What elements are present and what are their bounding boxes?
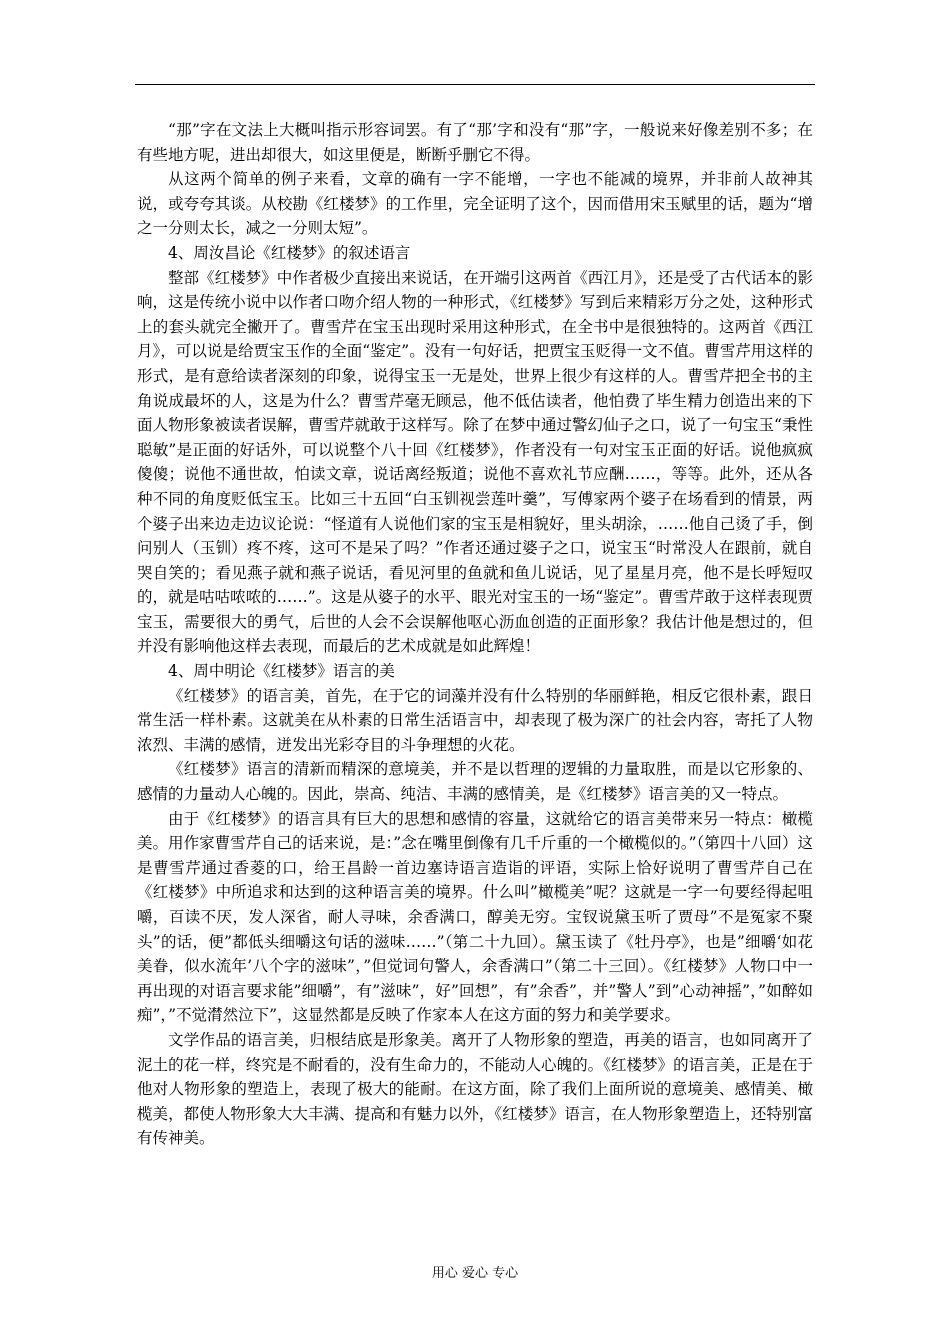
section-heading: 4、周中明论《红楼梦》语言的美: [168, 662, 395, 681]
paragraph: 从这两个简单的例子来看，文章的确有一字不能增，一字也不能减的境界，并非前人故神其说，或夸夸其谈。从校勘《红楼梦》的工作里，完全证明了这个，因而借用宋玉赋里的话，题为“增之一分则太长，减之一分则太短”。: [137, 170, 813, 238]
paragraph: “那”字在文法上大概叫指示形容词罢。有了“那’字和没有“那”字，一般说来好像差别不多；在有些地方呢，进出却很大，如这里便是，断断乎删它不得。: [137, 121, 813, 164]
paragraph: 由于《红楼梦》的语言具有巨大的思想和感情的容量，这就给它的语言美带来另一特点：橄榄美。用作家曹雪芹自己的话来说，是：”念在嘴里倒像有几千斤重的一个橄榄似的。”（第四十八回）这是曹雪芹通过香菱的口，给王昌龄一首边塞诗语言造诣的评语，实际上恰好说明了曹雪芹自己在《红楼梦》中所追求和达到的这种语言美的境界。什么叫”橄榄美”呢？这就是一字一句要经得起咀嚼，百读不厌，发人深省，耐人寻味，余香满口，醇美无穷。宝钗说黛玉听了贾母”不是冤家不聚头”的话，便”都低头细嚼这句话的滋味……”（第二十九回）。黛玉读了《牡丹亭》，也是”细嚼‘如花美眷，似水流年’八个字的滋味”，”但觉词句警人，余香满口”（第二十三回）。《红楼梦》人物口中一再出现的对语言要求能”细嚼”，有”滋味”，好”回想”，有”余香”，并”警人”到”心动神摇”，”如醉如痴”，”不觉潸然泣下”，这显然都是反映了作家本人在这方面的努力和美学要求。: [137, 809, 813, 1025]
header-rule: [135, 84, 815, 85]
paragraph: 《红楼梦》语言的清新而精深的意境美，并不是以哲理的逻辑的力量取胜，而是以它形象的、感情的力量动人心魄的。因此，崇高、纯洁、丰满的感情美，是《红楼梦》语言美的又一特点。: [137, 760, 813, 804]
page-footer: 用心 爱心 专心: [431, 1266, 519, 1281]
paragraph: 整部《红楼梦》中作者极少直接出来说话，在开端引这两首《西江月》，还是受了古代话本的影响，这是传统小说中以作者口吻介绍人物的一种形式，《红楼梦》写到后来精彩万分之处，这种形式上的套头就完全撇开了。曹雪芹在宝玉出现时采用这种形式，在全书中是很独特的。这两首《西江月》，可以说是给贾宝玉作的全面“鉴定”。没有一句好话，把贾宝玉贬得一文不值。曹雪芹用这样的形式，是有意给读者深刻的印象，说得宝玉一无是处，世界上很少有这样的人。曹雪芹把全书的主角说成最坏的人，这是为什么？曹雪芹毫无顾忌，他不低估读者，他怕费了毕生精力创造出来的下面人物形象被读者误解，曹雪芹就敢于这样写。除了在梦中通过警幻仙子之口，说了一句宝玉“秉性聪敏”是正面的好话外，可以说整个八十回《红楼梦》，作者没有一句对宝玉正面的好话。说他疯疯傻傻；说他不通世故，怕读文章，说话离经叛道；说他不喜欢礼节应酬……，等等。此外，还从各种不同的角度贬低宝玉。比如三十五回“白玉钏视尝莲叶羹”，写傅家两个婆子在场看到的情景，两个婆子出来边走边议论说：“怪道有人说他们家的宝玉是相貌好，里头胡涂，……他自己烫了手，倒问别人（玉钏）疼不疼，这可不是呆了吗？”作者还通过婆子之口，说宝玉“时常没人在跟前，就自哭自笑的；看见燕子就和燕子说话，看见河里的鱼就和鱼儿说话，见了星星月亮，他不是长呼短叹的，就是咕咕哝哝的……”。这是从婆子的水平、眼光对宝玉的一场“鉴定”。曹雪芹敢于这样表现贾宝玉，需要很大的勇气，后世的人会不会误解他呕心沥血创造的正面形象？我估计他是想过的，但并没有影响他这样去表现，而最后的艺术成就是如此辉煌！: [137, 268, 813, 656]
document-body: [137, 118, 813, 1151]
paragraph: 《红楼梦》的语言美，首先，在于它的词藻并没有什么特别的华丽鲜艳，相反它很朴素，跟日常生活一样朴素。这就美在从朴素的日常生活语言中，却表现了极为深广的社会内容，寄托了人物浓烈、丰满的感情，迸发出光彩夺目的斗争理想的火花。: [137, 686, 813, 754]
paragraph: 文学作品的语言美，归根结底是形象美。离开了人物形象的塑造，再美的语言，也如同离开了泥土的花一样，终究是不耐看的，没有生命力的，不能动人心魄的。《红楼梦》的语言美，正是在于他对人物形象的塑造上，表现了极大的能耐。在这方面，除了我们上面所说的意境美、感情美、橄榄美，都使人物形象大大丰满、提高和有魅力以外，《红楼梦》语言，在人物形象塑造上，还特别富有传神美。: [137, 1030, 813, 1148]
section-heading: 4、周汝昌论《红楼梦》的叙述语言: [168, 243, 411, 262]
